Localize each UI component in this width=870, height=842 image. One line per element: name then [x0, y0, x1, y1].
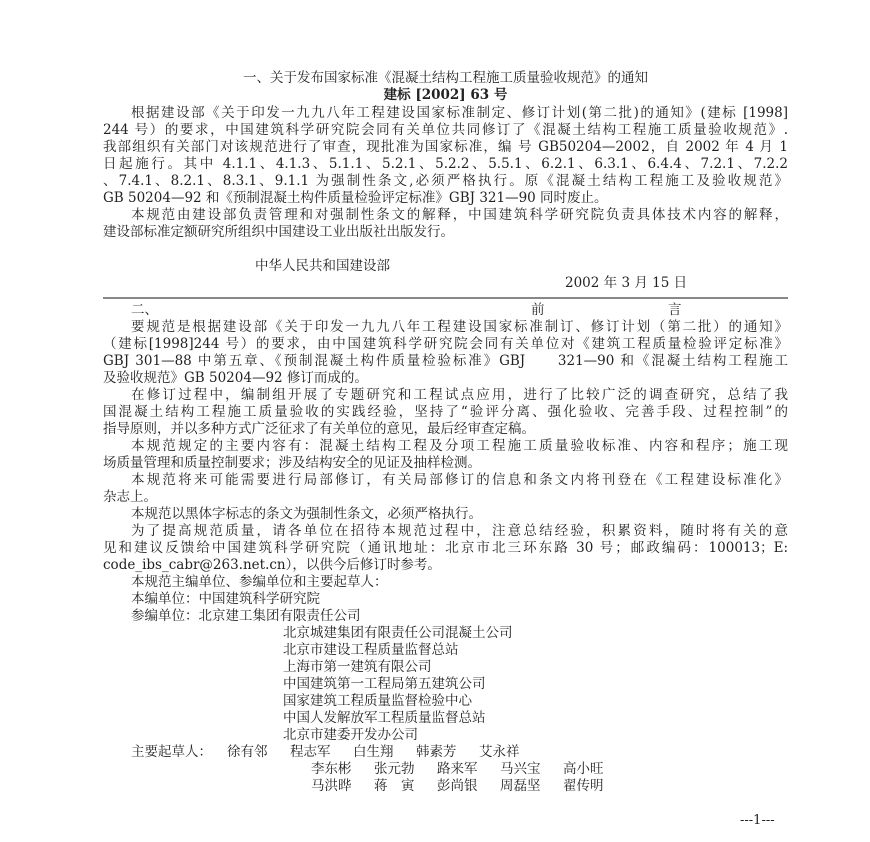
notice-header: [103, 70, 788, 104]
notice-title: 一、关于发布国家标准《混凝土结构工程施工质量验收规范》的通知: [243, 70, 648, 86]
drafter-name: 程志军: [290, 744, 331, 760]
participating-unit: 上海市第一建筑有限公司: [283, 659, 432, 675]
text-line: 本规范由建设部负责管理和对强制性条文的解释，中国建筑科学研究院负责具体技术内容的解释，: [131, 207, 788, 223]
drafter-name: 彭尚银: [437, 778, 478, 794]
text-line: 244 号）的要求，中国建筑科学研究院会同有关单位共同修订了《混凝土结构工程施工质量验收规范》.: [103, 122, 788, 138]
preface-body: [103, 319, 788, 591]
divider: [103, 297, 788, 299]
participating-unit: 北京市建设工程质量监督总站: [283, 642, 459, 658]
text-line: 日起施行。其中 4.1.1、4.1.3、5.1.1、5.2.1、5.2.2、5.5.1、6.2.1、6.3.1、6.4.4、7.2.1、7.2.2: [103, 156, 788, 172]
text-line: 本规范将来可能需要进行局部修订，有关局部修订的信息和条文内将刊登在《工程建设标准化》: [131, 472, 788, 488]
notice-doc-number: 建标 [2002] 63 号: [383, 87, 508, 103]
participating-unit: 国家建筑工程质量监督检验中心: [283, 693, 472, 709]
text-line: 根据建设部《关于印发一九九八年工程建设国家标准制定、修订计划(第二批)的通知》(建标 [1998]: [131, 105, 788, 121]
text-line: 、7.4.1、8.2.1、8.3.1、9.1.1 为强制性条文,必须严格执行。原《混凝土结构工程施工及验收规范》: [103, 173, 788, 189]
text-line: 本规范主编单位、参编单位和主要起草人：: [131, 574, 388, 590]
notice-signature: [103, 258, 788, 292]
notice-paragraph-1: [103, 105, 788, 207]
drafters-label: 主要起草人：: [131, 744, 212, 760]
drafter-name: 张元勃: [374, 761, 415, 777]
drafter-name: 蒋 寅: [374, 778, 415, 794]
participating-unit: 北京建工集团有限责任公司: [198, 608, 361, 624]
issuer: 中华人民共和国建设部: [255, 258, 390, 274]
text-line: 国混凝土结构工程施工质量验收的实践经验，坚持了“验评分离、强化验收、完善手段、过程控制”的: [103, 404, 788, 420]
preface-paragraph: [103, 472, 788, 506]
preface-paragraph: [103, 523, 788, 574]
drafter-name: 白生翔: [353, 744, 394, 760]
drafter-name: 韩素芳: [416, 744, 457, 760]
preface-heading: [103, 302, 788, 319]
text-line: 见和建议反馈给中国建筑科学研究院（通讯地址：北京市北三环东路 30 号；邮政编码：100013；E:: [103, 540, 788, 556]
text-line: code_ibs_cabr@263.net.cn），以供今后修订时参考。: [103, 557, 441, 573]
drafter-name: 翟传明: [563, 778, 604, 794]
drafter-name: 马洪晔: [311, 778, 352, 794]
text-line: 及验收规范》GB 50204—92 修订而成的。: [103, 370, 368, 386]
participating-unit: 中国人发解放军工程质量监督总站: [283, 710, 486, 726]
drafter-name: 周磊坚: [500, 778, 541, 794]
drafter-name: 路来军: [437, 761, 478, 777]
text-line: （建标[1998]244 号）的要求，由中国建筑科学研究院会同有关单位对《建筑工程质量检验评定标准》: [103, 336, 788, 352]
preface-number: 二、: [131, 302, 158, 318]
participating-unit: 中国建筑第一工程局第五建筑公司: [283, 676, 486, 692]
preface-paragraph: [103, 438, 788, 472]
text-line: 杂志上。: [103, 489, 157, 505]
participating-unit: 北京市建委开发办公司: [283, 727, 418, 743]
preface-paragraph: [103, 319, 788, 387]
issue-date: 2002 年 3 月 15 日: [565, 275, 688, 291]
preface-title-1: 前: [531, 302, 545, 318]
text-line: 建设部标准定额研究所组织中国建设工业出版社出版发行。: [103, 224, 454, 240]
text-line: 本规范规定的主要内容有：混凝土结构工程及分项工程施工质量验收标准、内容和程序；施工现: [131, 438, 788, 454]
preface-paragraph: [103, 574, 788, 591]
page-number: ---1---: [740, 813, 775, 828]
text-line: 在修订过程中，编制组开展了专题研究和工程试点应用，进行了比较广泛的调查研究，总结了我: [131, 387, 788, 403]
units-section: [103, 591, 788, 795]
text-line: 本规范以黑体字标志的条文为强制性条文，必须严格执行。: [131, 506, 482, 522]
preface-title-2: 言: [668, 302, 682, 318]
text-line: 为了提高规范质量，请各单位在招待本规范过程中，注意总结经验，积累资料，随时将有关的意: [131, 523, 788, 539]
text-line: GBJ 301—88 中第五章、《预制混凝土构件质量检验标准》GBJ 321—90 和《混凝土结构工程施工: [103, 353, 788, 369]
drafter-name: 马兴宝: [500, 761, 541, 777]
drafter-name: 艾永祥: [479, 744, 520, 760]
preface-paragraph: [103, 387, 788, 438]
text-line: GB 50204—92 和《预制混凝土构件质量检验评定标准》GBJ 321—90 同时废止。: [103, 190, 608, 206]
chief-unit: 中国建筑科学研究院: [198, 591, 320, 607]
text-line: 要规范是根据建设部《关于印发一九九八年工程建设国家标准制订、修订计划（第二批）的通知》: [131, 319, 788, 335]
drafter-name: 徐有邻: [227, 744, 268, 760]
text-line: 场质量管理和质量控制要求；涉及结构安全的见证及抽样检测。: [103, 455, 481, 471]
participating-unit: 北京城建集团有限责任公司混凝土公司: [283, 625, 513, 641]
notice-paragraph-2: [103, 207, 788, 241]
text-line: 我部组织有关部门对该规范进行了审查，现批准为国家标准，编 号 GB50204—2002，自 2002 年 4 月 1: [103, 139, 788, 155]
drafter-name: 李东彬: [311, 761, 352, 777]
text-line: 指导原则，并以多种方式广泛征求了有关单位的意见，最后经审查定稿。: [103, 421, 535, 437]
drafter-name: 高小旺: [563, 761, 604, 777]
preface-paragraph: [103, 506, 788, 523]
chief-unit-label: 本编单位：: [131, 591, 199, 607]
participating-label: 参编单位：: [131, 608, 199, 624]
